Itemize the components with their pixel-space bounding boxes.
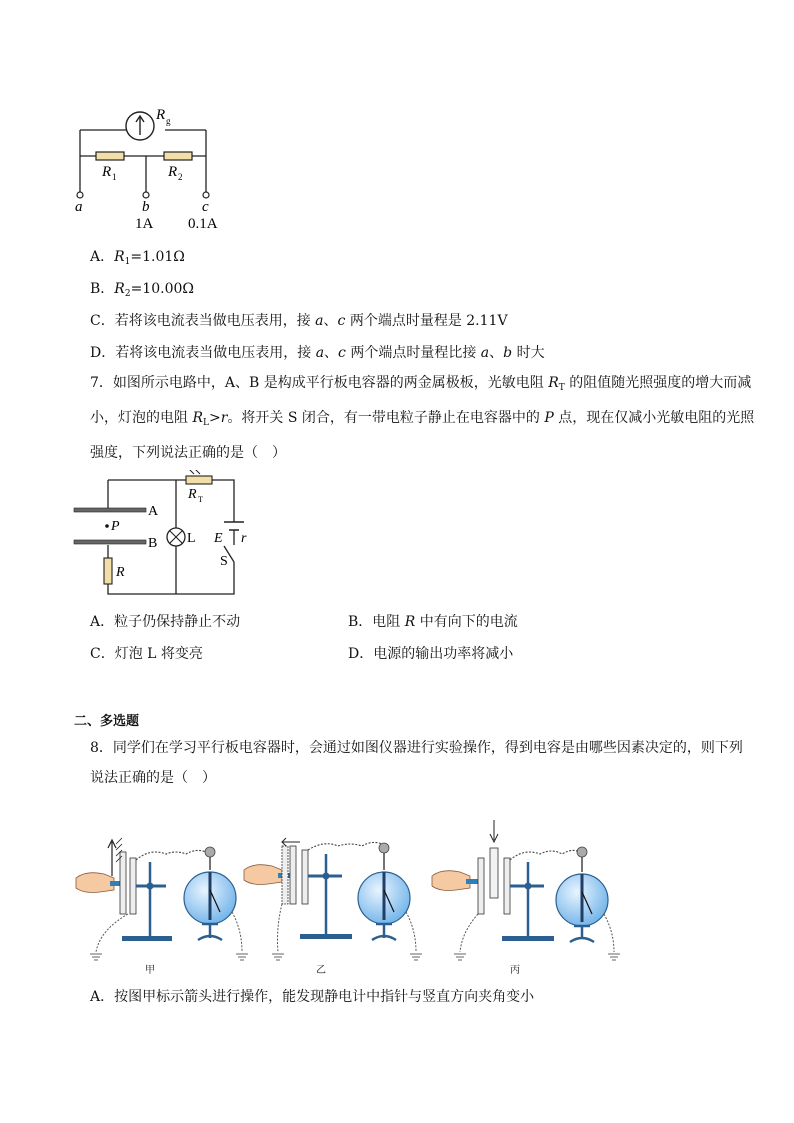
figure-jia <box>76 838 248 960</box>
range-b: 1A <box>135 216 154 232</box>
terminal-a: a <box>75 199 83 215</box>
q7-option-d: D．电源的输出功率将减小 <box>348 646 514 662</box>
caption-bing: 丙 <box>510 965 520 976</box>
hand-icon <box>432 871 470 891</box>
label-switch: S <box>220 554 228 569</box>
range-c: 0.1A <box>188 216 218 232</box>
figure-yi <box>244 838 422 960</box>
label-rg: R <box>156 107 166 123</box>
label-r2: R <box>168 164 178 180</box>
q8-option-a: A．按图甲标示箭头进行操作，能发现静电计中指针与竖直方向夹角变小 <box>90 989 535 1005</box>
hand-icon <box>76 873 114 893</box>
label-rg-sub: g <box>166 116 171 126</box>
q7-option-b: B．电阻 R 中有向下的电流 <box>348 614 518 630</box>
q7-circuit-diagram <box>68 470 258 602</box>
q6-option-a: A．$R_1=1.01\Omega$ <box>90 249 185 267</box>
hand-icon <box>244 865 282 885</box>
label-int-r: r <box>241 531 247 546</box>
q8-question: 8．同学们在学习平行板电容器时，会通过如图仪器进行实验操作，得到电容是由哪些因素决定的，则下列 说法正确的是（ ） <box>90 740 743 786</box>
label-r1-sub: 1 <box>112 172 117 182</box>
label-lamp: L <box>187 531 196 546</box>
point-p <box>105 524 109 528</box>
q7-question: 7．如图所示电路中，A、B 是构成平行板电容器的两金属极板，光敏电阻 $R_T$ 的阻值随光照强度的增大而减 小，灯泡的电阻 $R_L>r$。将开关 S 闭合，有一带电粒子静止在电容器中的 P 点，现在仅减小光敏电阻的光照 强度，下列说法正确的是（ ） <box>90 375 755 461</box>
photoresistor <box>186 476 212 484</box>
battery-icon <box>224 522 244 530</box>
caption-yi: 乙 <box>316 965 326 976</box>
label-p: P <box>111 519 120 534</box>
section-heading: 二、多选题 <box>74 714 140 729</box>
q7-option-a: A．粒子仍保持静止不动 <box>90 614 241 630</box>
resistor-r1 <box>96 152 124 160</box>
q6-option-c: C．若将该电流表当做电压表用，接 a、c 两个端点时量程是 2.11V <box>90 313 508 329</box>
label-emf: E <box>214 531 223 546</box>
terminal-b: b <box>142 199 150 215</box>
label-plate-a: A <box>148 504 159 519</box>
q8-experiment-figure <box>70 820 640 978</box>
label-r2-sub: 2 <box>178 172 183 182</box>
q7-option-c: C．灯泡 L 将变亮 <box>90 646 203 662</box>
plate-a <box>74 508 146 512</box>
label-rt: R <box>188 487 197 502</box>
q6-option-b: B．$R_2=10.00\Omega$ <box>90 281 194 299</box>
plate-b <box>74 540 146 544</box>
terminal-c: c <box>202 199 209 215</box>
q6-option-d: D．若将该电流表当做电压表用，接 a、c 两个端点时量程比接 a、b 时大 <box>90 345 545 361</box>
q6-circuit-diagram <box>60 100 250 235</box>
resistor-r <box>104 558 112 584</box>
figure-bing <box>432 820 620 960</box>
label-plate-b: B <box>148 536 158 551</box>
dielectric-slab <box>490 848 498 898</box>
label-rt-sub: T <box>198 495 203 504</box>
caption-jia: 甲 <box>145 965 155 976</box>
label-r1: R <box>102 164 112 180</box>
label-resistor: R <box>116 565 125 580</box>
resistor-r2 <box>164 152 192 160</box>
